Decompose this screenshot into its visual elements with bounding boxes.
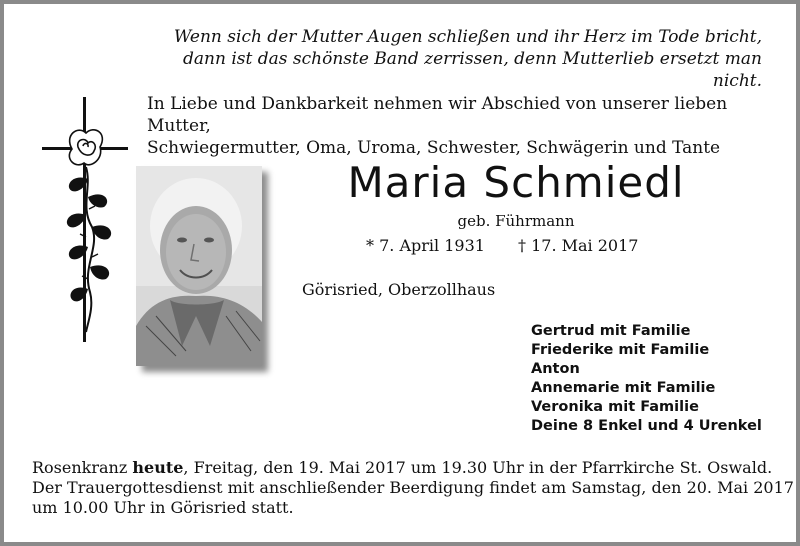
mourner: Anton (531, 361, 580, 377)
mourner: Gertrud mit Familie (531, 323, 691, 339)
portrait-photo (136, 166, 262, 366)
portrait-illustration (136, 166, 262, 366)
birth-date: * 7. April 1931 (366, 236, 485, 255)
mourner: Veronika mit Familie (531, 399, 699, 415)
poem-line: dann ist das schönste Band zerrissen, denn Mutterlieb ersetzt man nicht. (183, 49, 762, 91)
intro-line: Schwiegermutter, Oma, Uroma, Schwester, Schwägerin und Tante (147, 138, 721, 158)
service-info (32, 458, 794, 518)
death-date: † 17. Mai 2017 (518, 236, 639, 255)
rosary-highlight: heute (132, 458, 184, 477)
cross-with-rose-icon (42, 97, 128, 342)
mourner: Friederike mit Familie (531, 342, 710, 358)
poem-line: Wenn sich der Mutter Augen schließen und ihr Herz im Tode bricht, (173, 27, 762, 47)
poem (162, 26, 762, 92)
intro-text (147, 93, 787, 159)
rosary-line (32, 458, 782, 478)
funeral-line: um 10.00 Uhr in Görisried statt. (32, 498, 294, 517)
funeral-line: Der Trauergottesdienst mit anschließender Beerdigung findet am Samstag, den 20. Mai 2017 (32, 478, 794, 497)
intro-line: In Liebe und Dankbarkeit nehmen wir Abschied von unserer lieben Mutter, (147, 94, 728, 136)
rosary-prefix: Rosenkranz (32, 458, 133, 477)
mourner: Annemarie mit Familie (531, 380, 716, 396)
residence: Görisried, Oberzollhaus (302, 280, 496, 299)
life-dates (366, 236, 638, 256)
mourners-list (531, 322, 762, 436)
rosary-details: , Freitag, den 19. Mai 2017 um 19.30 Uhr in der Pfarrkirche St. Oswald. (183, 458, 773, 477)
deceased-name: Maria Schmiedl (347, 158, 685, 207)
mourner: Deine 8 Enkel und 4 Urenkel (531, 418, 762, 434)
maiden-name: geb. Führmann (457, 212, 575, 230)
